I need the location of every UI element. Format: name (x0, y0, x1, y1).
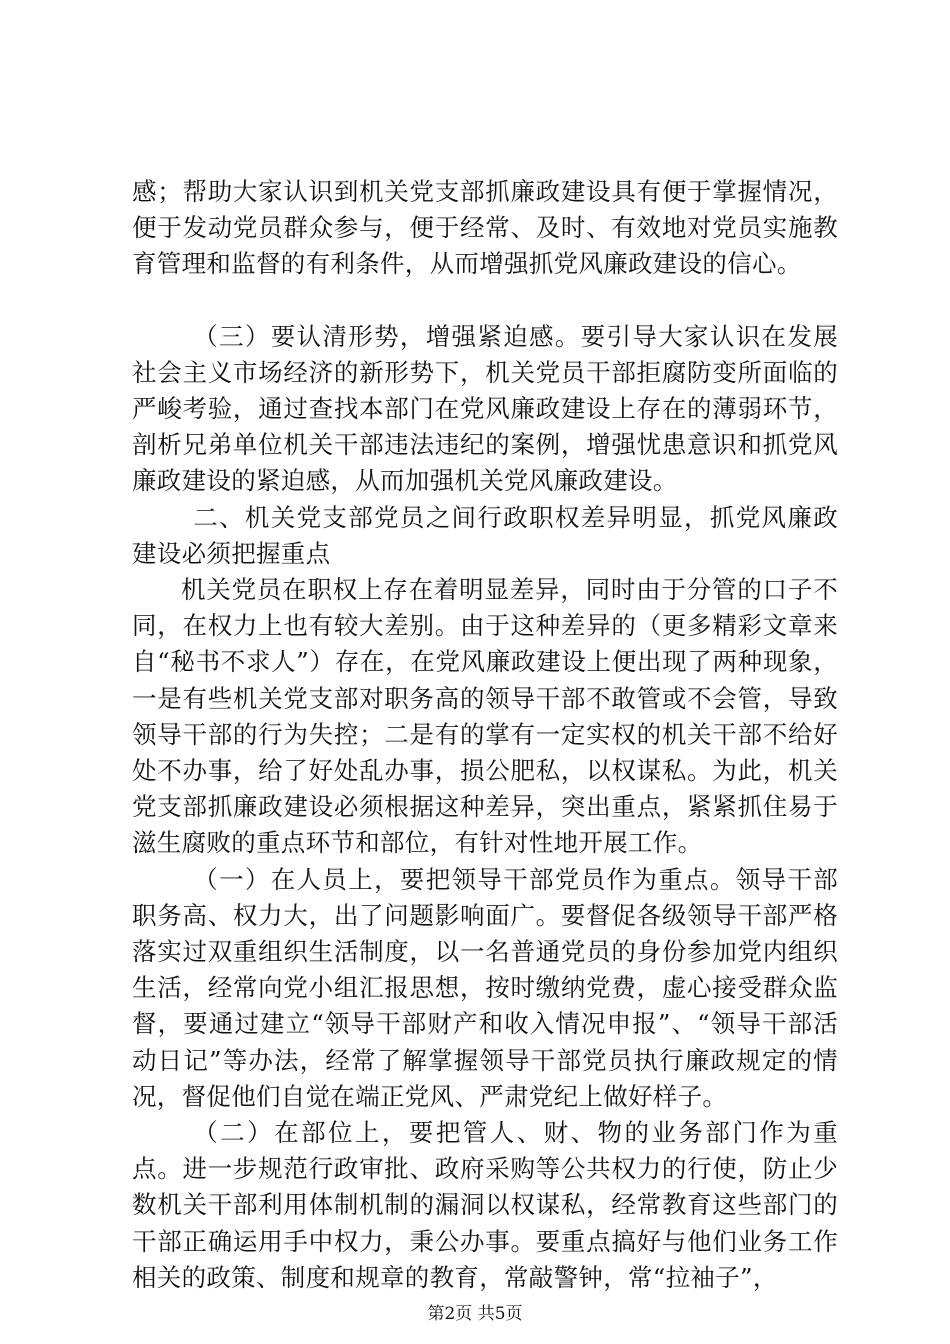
paragraph-section-three: （三）要认清形势，增强紧迫感。要引导大家认识在发展社会主义市场经济的新形势下，机关党员干部拒腐防变所面临的严峻考验，通过查找本部门在党风廉政建设上存在的薄弱环节，剖析兄弟单位机关干部违法违纪的案例，增强忧患意识和抓党风廉政建设的紧迫感，从而加强机关党风廉政建设。 (132, 321, 838, 496)
page-footer: 第2页 共5页 (427, 1304, 523, 1324)
paragraph-body: 机关党员在职权上存在着明显差异，同时由于分管的口子不同，在权力上也有较大差别。由于这种差异的（更多精彩文章来自“秘书不求人”）存在，在党风廉政建设上便出现了两种现象，一是有些机关党支部对职务高的领导干部不敢管或不会管，导致领导干部的行为失控；二是有的掌有一定实权的机关干部不给好处不办事，给了好处乱办事，损公肥私，以权谋私。为此，机关党支部抓廉政建设必须根据这种差异，突出重点，紧紧抓住易于滋生腐败的重点环节和部位，有针对性地开展工作。 (132, 575, 838, 858)
paragraph-section-one: （一）在人员上，要把领导干部党员作为重点。领导干部职务高、权力大，出了问题影响面广。要督促各级领导干部严格落实过双重组织生活制度，以一名普通党员的身份参加党内组织生活，经常向党小组汇报思想，按时缴纳党费，虚心接受群众监督，要通过建立“领导干部财产和收入情况申报”、“领导干部活动日记”等办法，经常了解掌握领导干部党员执行廉政规定的情况，督促他们自觉在端正党风、严肃党纪上做好样子。 (132, 864, 838, 1111)
paragraph-continuation: 感；帮助大家认识到机关党支部抓廉政建设具有便于掌握情况，便于发动党员群众参与，便于经常、及时、有效地对党员实施教育管理和监督的有利条件，从而增强抓党风廉政建设的信心。 (132, 177, 838, 279)
document-body (132, 174, 838, 1296)
section-heading-two: 二、机关党支部党员之间行政职权差异明显，抓党风廉政建设必须把握重点 (132, 502, 838, 568)
paragraph-section-two: （二）在部位上，要把管人、财、物的业务部门作为重点。进一步规范行政审批、政府采购等公共权力的行使，防止少数机关干部利用体制机制的漏洞以权谋私，经常教育这些部门的干部正确运用手中权力，秉公办事。要重点搞好与他们业务工作相关的政策、制度和规章的教育，常敲警钟，常“拉袖子”， (132, 1118, 838, 1292)
